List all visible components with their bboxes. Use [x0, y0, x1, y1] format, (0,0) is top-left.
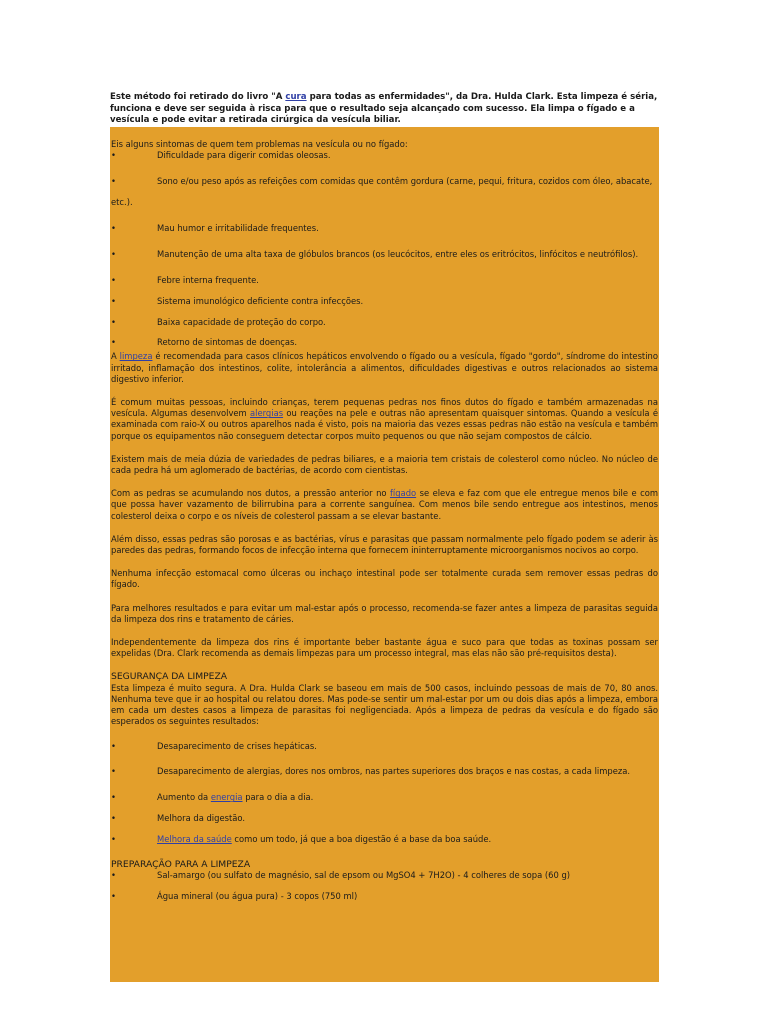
bullet-icon: • — [111, 249, 116, 260]
symptom-item: • Mau humor e irritabilidade frequentes. — [111, 223, 319, 234]
result-item: • Aumento da energia para o dia a dia. — [111, 792, 314, 803]
bullet-icon: • — [111, 792, 116, 803]
bullet-icon: • — [111, 337, 116, 348]
paragraph-porous: Além disso, essas pedras são porosas e as bactérias, vírus e parasitas que passam normalmente pelo fígado podem se aderir às paredes das pedras, formando focos de infecção interna que fornecem ininterruptamente microorganismos nocivos ao corpo. — [111, 533, 658, 556]
symptom-item: • Dificuldade para digerir comidas oleosas. — [111, 150, 331, 161]
symptom-item: • Manutenção de uma alta taxa de glóbulos brancos (os leucócitos, entre eles os eritrócitos, linfócitos e neutrófilos). — [111, 244, 658, 266]
symptom-item: • Febre interna frequente. — [111, 275, 259, 286]
paragraph-pressure: Com as pedras se acumulando nos dutos, a pressão anterior no fígado se eleva e faz com que ele entregue menos bile e com que possa haver vazamento de bilirrubina para a corrente sanguínea. Com menos bile sendo entregue aos intestinos, menos colesterol deixa o corpo e os níveis de colesterol passam a se elevar bastante. — [111, 488, 658, 521]
content-box — [110, 127, 659, 982]
link-cura[interactable]: cura — [285, 92, 307, 102]
bullet-icon: • — [111, 316, 116, 327]
link-limpeza[interactable]: limpeza — [119, 351, 153, 362]
paragraph-infection: Nenhuma infecção estomacal como úlceras ou inchaço intestinal pode ser totalmente curada sem remover essas pedras do fígado. — [111, 568, 658, 590]
intro-paragraph — [110, 92, 659, 127]
bullet-icon: • — [111, 870, 116, 881]
bullet-icon: • — [111, 275, 116, 286]
symptom-item: • Sistema imunológico deficiente contra infecções. — [111, 295, 364, 306]
intro-text-post: para todas as enfermidades", da Dra. Hulda Clark. Esta limpeza é séria, funciona e deve ser seguida à risca para que o resultado seja alcançado com sucesso. Ela limpa o fígado e a vesícula e pode evitar a retirada cirúrgica da vesícula biliar. — [110, 92, 658, 125]
bullet-icon: • — [111, 175, 116, 186]
result-item: • Melhora da saúde como um todo, já que a boa digestão é a base da boa saúde. — [111, 833, 492, 844]
link-melhora-da-saude[interactable]: Melhora da saúde — [157, 833, 232, 844]
bullet-icon: • — [111, 295, 116, 306]
bullet-icon: • — [111, 890, 116, 901]
preparation-item: • Água mineral (ou água pura) - 3 copos (750 ml) — [111, 890, 358, 901]
symptoms-heading: Eis alguns sintomas de quem tem problemas na vesícula ou no fígado: — [111, 139, 408, 149]
bullet-icon: • — [111, 833, 116, 844]
bullet-icon: • — [111, 812, 116, 823]
symptom-item: • Baixa capacidade de proteção do corpo. — [111, 316, 326, 327]
paragraph-stones: É comum muitas pessoas, incluindo crianças, terem pequenas pedras nos finos dutos do fígado e também armazenadas na vesícula. Algumas desenvolvem alergias ou reações na pele e outras não apresentam quaisquer sintomas. Quando a vesícula é examinada com raio-X ou outros aparelhos nada é visto, pois na maioria das vezes essas pedras não estão na vesícula e também porque os equipamentos não conseguem detectar corpos muito pequenos ou que não sejam compostos de cálcio. — [111, 397, 658, 441]
paragraph-recommendation: Para melhores resultados e para evitar um mal-estar após o processo, recomenda-se fazer antes a limpeza de parasitas seguida da limpeza dos rins e tratamento de cáries. — [111, 602, 658, 624]
result-item: • Desaparecimento de alergias, dores nos ombros, nas partes superiores dos braços e nas costas, a cada limpeza. — [111, 761, 658, 783]
bullet-icon: • — [111, 766, 116, 777]
safety-heading: SEGURANÇA DA LIMPEZA — [111, 671, 228, 683]
paragraph-varieties: Existem mais de meia dúzia de variedades de pedras biliares, e a maioria tem cristais de colesterol como núcleo. No núcleo de cada pedra há um aglomerado de bactérias, de acordo com cientistas. — [111, 453, 658, 476]
bullet-icon: • — [111, 223, 116, 234]
preparation-heading: PREPARAÇÃO PARA A LIMPEZA — [111, 858, 251, 870]
symptom-item: • Sono e/ou peso após as refeições com comidas que contêm gordura (carne, pequi, fritura, cozidos com óleo, abacate, etc.). — [111, 171, 658, 214]
preparation-item: • Sal-amargo (ou sulfato de magnésio, sal de epsom ou MgSO4 + 7H2O) - 4 colheres de sopa (60 g) — [111, 870, 571, 881]
intro-text-pre: Este método foi retirado do livro "A — [110, 92, 286, 102]
result-item: • Desaparecimento de crises hepáticas. — [111, 740, 317, 751]
link-alergias[interactable]: alergias — [250, 408, 284, 419]
bullet-icon: • — [111, 150, 116, 161]
symptom-item: • Retorno de sintomas de doenças. — [111, 337, 298, 348]
safety-text: Esta limpeza é muito segura. A Dra. Hulda Clark se baseou em mais de 500 casos, incluindo pessoas de mais de 70, 80 anos. Nenhuma teve que ir ao hospital ou relatou dores. Mas pode-se sentir um mal-estar por um ou dois dias após a limpeza, embora em cada um destes casos a limpeza de parasitas foi negligenciada. Após a limpeza de pedras da vesícula e do fígado são esperados os seguintes resultados: — [111, 682, 658, 727]
link-energia[interactable]: energia — [210, 792, 243, 803]
paragraph-kidneys: Independentemente da limpeza dos rins é importante beber bastante água e suco para que todas as toxinas possam ser expelidas (Dra. Clark recomenda as demais limpezas para um processo integral, mas elas não são pré-requisitos desta). — [111, 637, 658, 659]
result-item: • Melhora da digestão. — [111, 812, 246, 823]
paragraph-indications: A limpeza é recomendada para casos clínicos hepáticos envolvendo o fígado ou a vesícula, fígado "gordo", síndrome do intestino irritado, inflamação dos intestinos, colite, intolerância a alimentos, dificuldades digestivas e outros relacionados ao sistema digestivo inferior. — [111, 351, 658, 384]
link-figado[interactable]: fígado — [389, 488, 417, 499]
bullet-icon: • — [111, 740, 116, 751]
